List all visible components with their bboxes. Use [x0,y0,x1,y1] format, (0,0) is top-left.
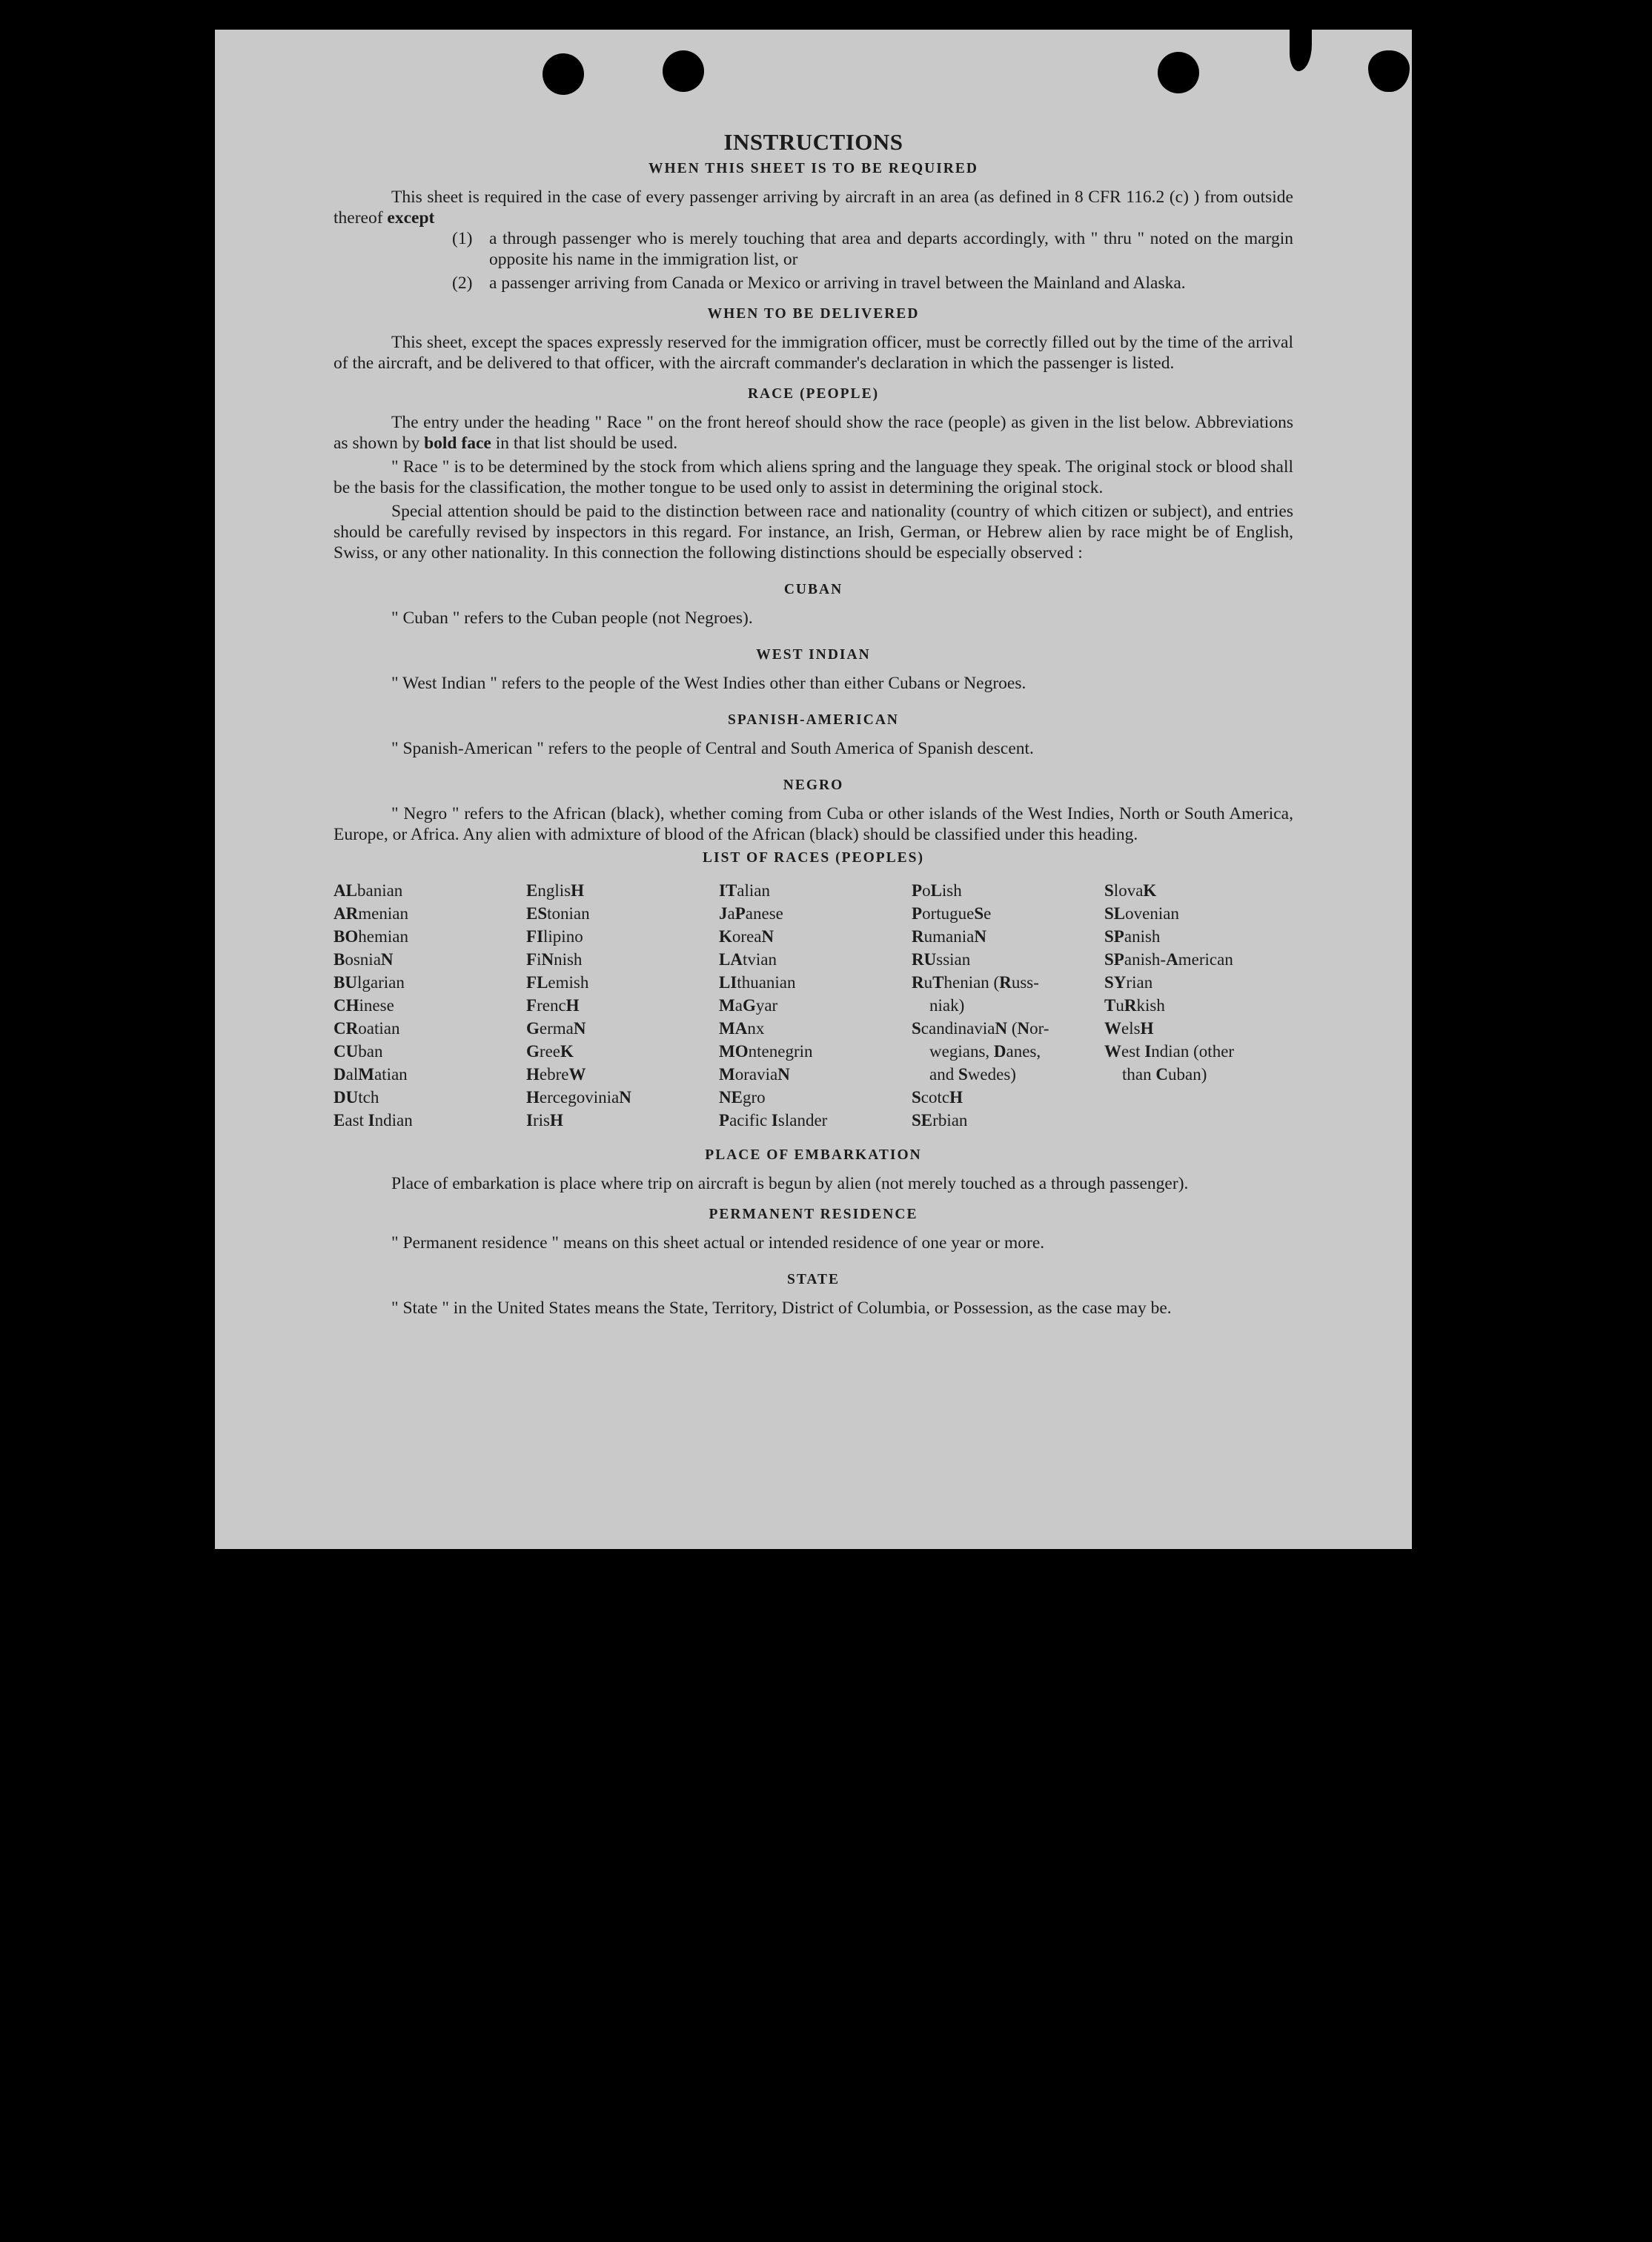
race-entry: MAnx [719,1019,765,1038]
race-entry: FIlipino [526,927,583,946]
race-entry: IrisH [526,1111,563,1130]
race-paragraph-2: " Race " is to be determined by the stock from which aliens spring and the language they speak. The original stock or blood shall be the basis for the classification, the mother tongue to be used only to assist in determining the original stock. [334,457,1293,497]
race-entry: than Cuban) [1122,1065,1207,1084]
when-required-text [334,187,1293,228]
race-paragraph-1 [334,412,1293,454]
heading-embarkation: PLACE OF EMBARKATION [705,1147,922,1163]
races-column [526,879,715,1132]
list-item [452,273,1293,293]
race-entry: SErbian [912,1111,968,1130]
race-entry: SPanish [1104,927,1161,946]
heading-negro: NEGRO [783,777,844,793]
torn-corner [1490,28,1528,95]
race-entry: JaPanese [719,904,783,923]
races-column [334,879,523,1132]
when-required-intro: This sheet is required in the case of every passenger arriving by aircraft in an area (as defined in 8 CFR 116.2 (c) ) from outside thereof [334,188,1293,228]
heading-list-of-races: LIST OF RACES (PEOPLES) [702,850,924,866]
race-entry: MOntenegrin [719,1042,813,1061]
race-entry: wegians, Danes, [929,1042,1041,1061]
west-indian-text: " West Indian " refers to the people of the West Indies other than either Cubans or Negroes. [391,674,1026,693]
race-entry: ScandinaviaN (Nor- [912,1019,1049,1038]
race-entry: RuThenian (Russ- [912,973,1039,992]
race-entry: ITalian [719,881,771,900]
race-entry: KoreaN [719,927,774,946]
item-text: a passenger arriving from Canada or Mexico or arriving in travel between the Mainland and Alaska. [489,273,1186,293]
race-entry: GreeK [526,1042,574,1061]
race-entry: HercegoviniaN [526,1088,631,1107]
races-column [719,879,908,1132]
item-text: a through passenger who is merely touching that area and departs accordingly, with " thru " noted on the margin opposite his name in the immigration list, or [489,229,1293,269]
race-entry: niak) [929,996,965,1015]
torn-edge [1290,27,1312,71]
document-page [215,30,1412,1549]
race-entry: FiNnish [526,950,583,969]
heading-race: RACE (PEOPLE) [747,386,880,402]
item-number: (1) [452,229,473,248]
race-entry: DalMatian [334,1065,408,1084]
heading-when-delivered: WHEN TO BE DELIVERED [707,306,920,322]
race-entry: PoLish [912,881,962,900]
residence-text: " Permanent residence " means on this sheet actual or intended residence of one year or more. [391,1233,1045,1253]
cuban-text: " Cuban " refers to the Cuban people (not Negroes). [391,608,753,628]
list-item [452,228,1293,270]
race-entry: EStonian [526,904,590,923]
race-entry: WelsH [1104,1019,1154,1038]
when-delivered-text: This sheet, except the spaces expressly reserved for the immigration officer, must be correctly filled out by the time of the arrival of the aircraft, and be delivered to that officer, with the aircraft commander's declaration in which the passenger is listed. [334,333,1293,373]
embarkation-text: Place of embarkation is place where trip on aircraft is begun by alien (not merely touched as a through passenger). [391,1174,1189,1193]
race-entry: West Indian (other [1104,1042,1235,1061]
race-entry: GermaN [526,1019,586,1038]
punch-hole-2 [663,50,704,92]
negro-text: " Negro " refers to the African (black), whether coming from Cuba or other islands of the West Indies, North or South America, Europe, or Africa. Any alien with admixture of blood of the African (black) should be classified under this heading. [334,804,1293,844]
race-entry: FLemish [526,973,589,992]
race-entry: MaGyar [719,996,778,1015]
race-entry: ARmenian [334,904,408,923]
state-text: " State " in the United States means the State, Territory, District of Columbia, or Possession, as the case may be. [391,1299,1172,1318]
race-entry: SlovaK [1104,881,1157,900]
race-entry: ALbanian [334,881,403,900]
heading-cuban: CUBAN [783,582,843,597]
race-entry: and Swedes) [929,1065,1016,1084]
heading-when-required: WHEN THIS SHEET IS TO BE REQUIRED [648,161,978,176]
heading-west-indian: WEST INDIAN [756,647,871,663]
race-entry: RumaniaN [912,927,986,946]
race-entry: HebreW [526,1065,586,1084]
race-entry: TuRkish [1104,996,1165,1015]
races-column [1104,879,1293,1132]
race-p1-before: The entry under the heading " Race " on the front hereof should show the race (people) as given in the list below. Abbreviations as shown by [334,413,1293,453]
race-entry: East Indian [334,1111,413,1130]
race-entry: NEgro [719,1088,766,1107]
race-entry: Pacific Islander [719,1111,828,1130]
race-entry: RUssian [912,950,971,969]
races-list [334,879,1293,1132]
race-entry: SPanish-American [1104,950,1233,969]
race-entry: CRoatian [334,1019,400,1038]
heading-state: STATE [786,1272,840,1287]
race-paragraph-3: Special attention should be paid to the distinction between race and nationality (country of which citizen or subject), and entries should be carefully revised by inspectors in this regard. For instance, an Irish, German, or Hebrew alien by race might be of English, Swiss, or any other nationality. In this connection the following distinctions should be especially observed : [334,502,1293,563]
page-title: INSTRUCTIONS [723,129,903,155]
race-entry: ScotcH [912,1088,963,1107]
punch-hole-3 [1158,52,1199,93]
race-entry: FrencH [526,996,580,1015]
item-number: (2) [452,273,473,293]
races-column [912,879,1101,1132]
race-entry: CHinese [334,996,394,1015]
race-entry: SLovenian [1104,904,1179,923]
race-entry: CUban [334,1042,383,1061]
race-entry: MoraviaN [719,1065,790,1084]
instructions-content [334,129,1293,1319]
race-entry: BUlgarian [334,973,405,992]
race-entry: PortugueSe [912,904,992,923]
spanish-american-text: " Spanish-American " refers to the people of Central and South America of Spanish descent. [391,739,1034,758]
race-entry: SYrian [1104,973,1153,992]
race-entry: EnglisH [526,881,584,900]
race-entry: DUtch [334,1088,379,1107]
except-bold: except [387,208,435,228]
race-entry: BosniaN [334,950,394,969]
bold-face-text: bold face [424,434,491,453]
race-entry: LIthuanian [719,973,796,992]
race-p1-after: in that list should be used. [495,434,678,453]
punch-hole-1 [543,53,584,95]
race-entry: BOhemian [334,927,408,946]
heading-spanish-american: SPANISH-AMERICAN [728,712,899,728]
race-entry: LAtvian [719,950,777,969]
heading-residence: PERMANENT RESIDENCE [709,1207,918,1222]
punch-hole-4 [1368,50,1410,92]
